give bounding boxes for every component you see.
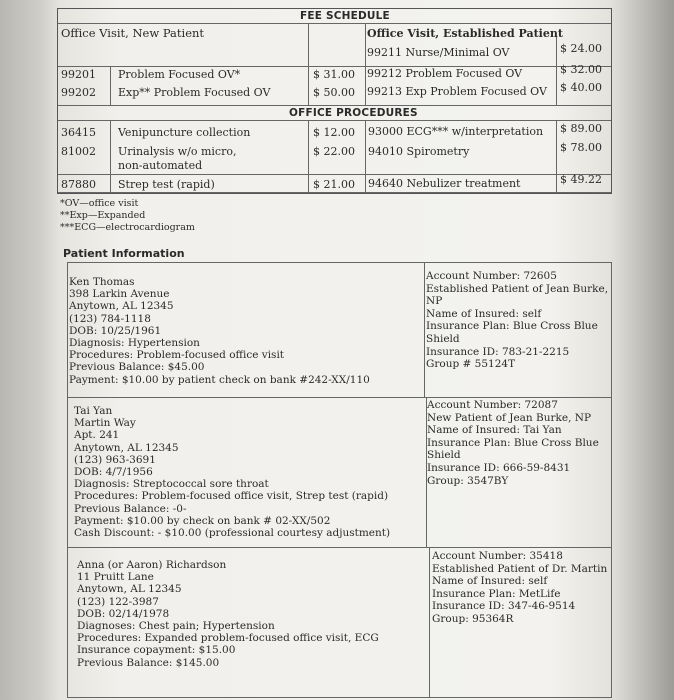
proc-left-3-price: $ 21.00: [313, 178, 355, 191]
patient-3-line: Diagnoses: Chest pain; Hypertension: [77, 620, 275, 633]
patient-2-acct-line: Name of Insured: Tai Yan: [427, 424, 562, 437]
proc-left-1-code: 36415: [61, 126, 96, 139]
est-row-1-desc: 99211 Nurse/Minimal OV: [367, 46, 510, 59]
patient-2-line: Anytown, AL 12345: [74, 441, 179, 454]
patient-2-line: Apt. 241: [74, 429, 120, 442]
patient-1-acct-line: Group # 55124T: [426, 358, 516, 371]
proc-left-2-desc1: Urinalysis w/o micro,: [118, 145, 237, 158]
patient-2-name: Tai Yan: [74, 405, 113, 417]
proc-left-3-code: 87880: [61, 178, 96, 191]
patient-2-account: [427, 399, 599, 487]
patient-2-line: Payment: $10.00 by check on bank # 02-XX/502: [74, 514, 331, 527]
patient-3-acct-line: Account Number: 35418: [432, 550, 563, 562]
est-row-2-desc: 99212 Problem Focused OV: [367, 67, 523, 80]
patient-2-line: (123) 963-3691: [74, 453, 156, 466]
new-patient-header: Office Visit, New Patient: [61, 26, 205, 40]
proc-right-2-desc: 94010 Spirometry: [368, 145, 470, 158]
patient-2-line: DOB: 4/7/1956: [74, 466, 153, 479]
patient-3-acct-line: Insurance Plan: MetLife: [432, 587, 561, 600]
patient-3-line: Previous Balance: $145.00: [77, 656, 220, 669]
est-row-2-price: $ 32.00: [560, 63, 602, 76]
patient-2-line: Martin Way: [74, 417, 136, 430]
procedures-header: OFFICE PROCEDURES: [289, 107, 418, 119]
patient-3-line: 11 Pruitt Lane: [77, 571, 154, 584]
proc-left-2-code: 81002: [61, 145, 96, 158]
patient-information-table: [67, 262, 612, 698]
patient-3-line: DOB: 02/14/1978: [77, 607, 170, 620]
patient-1-details: [69, 276, 370, 386]
fee-schedule-title: FEE SCHEDULE: [300, 10, 390, 22]
proc-left-1-desc: Venipuncture collection: [118, 126, 251, 139]
patient-1-line: DOB: 10/25/1961: [69, 324, 162, 337]
patient-3-line: (123) 122-3987: [77, 595, 159, 608]
patient-1-acct-line: Name of Insured: self: [426, 307, 542, 320]
proc-right-2-price: $ 78.00: [560, 141, 602, 154]
patient-2-acct-line: Shield: [427, 449, 461, 462]
patient-3-acct-line: Group: 95364R: [432, 612, 514, 625]
patient-3-acct-line: Insurance ID: 347-46-9514: [432, 600, 576, 613]
patient-3-line: Procedures: Expanded problem-focused office visit, ECG: [77, 632, 379, 645]
proc-left-3-desc: Strep test (rapid): [118, 178, 215, 191]
new-row-1-code: 99201: [61, 68, 96, 81]
patient-1-line: Anytown, AL 12345: [69, 300, 174, 313]
patient-1-acct-line: Established Patient of Jean Burke,: [426, 282, 609, 295]
patient-3-line: Anytown, AL 12345: [77, 583, 182, 596]
est-row-3-price: $ 40.00: [560, 81, 602, 94]
patient-3-line: Insurance copayment: $15.00: [77, 644, 236, 657]
proc-right-3-price: $ 49.22: [560, 173, 602, 186]
fee-schedule-table: [57, 8, 612, 194]
established-patient-header: Office Visit, Established Patient: [367, 27, 563, 40]
patient-2-acct-line: Account Number: 72087: [427, 399, 558, 411]
est-row-1-price: $ 24.00: [560, 42, 602, 55]
patient-3-acct-line: Name of Insured: self: [432, 575, 548, 588]
patient-2-details: [74, 405, 390, 539]
est-row-3-desc: 99213 Exp Problem Focused OV: [367, 85, 547, 98]
patient-2-line: Diagnosis: Streptococcal sore throat: [74, 478, 269, 491]
patient-1-line: Previous Balance: $45.00: [69, 361, 205, 374]
patient-2-acct-line: New Patient of Jean Burke, NP: [427, 411, 592, 424]
patient-1-line: Diagnosis: Hypertension: [69, 337, 200, 350]
proc-left-1-price: $ 12.00: [313, 126, 355, 139]
new-row-2-desc: Exp** Problem Focused OV: [118, 86, 271, 99]
patient-2-line: Previous Balance: -0-: [74, 502, 187, 515]
patient-2-acct-line: Insurance Plan: Blue Cross Blue: [427, 436, 599, 449]
patient-1-line: 398 Larkin Avenue: [69, 288, 170, 301]
patient-1-acct-line: Account Number: 72605: [426, 270, 557, 282]
proc-right-3-desc: 94640 Nebulizer treatment: [368, 177, 521, 190]
footnotes: [60, 198, 195, 234]
patient-2-line: Procedures: Problem-focused office visit, Strep test (rapid): [74, 490, 389, 503]
patient-3-name: Anna (or Aaron) Richardson: [77, 559, 227, 571]
patient-3-acct-line: Established Patient of Dr. Martin: [432, 562, 608, 575]
footnote-ecg: ***ECG—electrocardiogram: [60, 222, 195, 233]
proc-right-1-desc: 93000 ECG*** w/interpretation: [368, 125, 544, 138]
proc-right-1-price: $ 89.00: [560, 122, 602, 135]
patient-1-account: [426, 270, 608, 371]
patient-1-name: Ken Thomas: [69, 276, 135, 288]
new-row-2-price: $ 50.00: [313, 86, 355, 99]
patient-1-line: (123) 784-1118: [69, 312, 151, 325]
patient-information-title: Patient Information: [63, 247, 185, 260]
patient-3-account: [432, 550, 607, 626]
patient-1-acct-line: NP: [426, 295, 443, 308]
patient-1-acct-line: Insurance ID: 783-21-2215: [426, 345, 570, 358]
footnote-exp: **Exp—Expanded: [60, 210, 146, 221]
proc-left-2-desc2: non-automated: [118, 159, 203, 172]
new-row-1-price: $ 31.00: [313, 68, 355, 81]
new-row-2-code: 99202: [61, 86, 96, 99]
patient-3-details: [77, 559, 379, 669]
patient-1-line: Payment: $10.00 by patient check on bank #242-XX/110: [69, 373, 370, 386]
footnote-ov: *OV—office visit: [60, 198, 139, 209]
patient-2-line: Cash Discount: - $10.00 (professional courtesy adjustment): [74, 527, 391, 540]
proc-left-2-price: $ 22.00: [313, 145, 355, 158]
patient-1-acct-line: Insurance Plan: Blue Cross Blue: [426, 320, 598, 333]
patient-1-acct-line: Shield: [426, 332, 460, 345]
new-row-1-desc: Problem Focused OV*: [118, 68, 241, 81]
patient-2-acct-line: Insurance ID: 666-59-8431: [427, 461, 571, 474]
patient-2-acct-line: Group: 3547BY: [427, 474, 509, 487]
patient-1-line: Procedures: Problem-focused office visit: [69, 349, 285, 362]
